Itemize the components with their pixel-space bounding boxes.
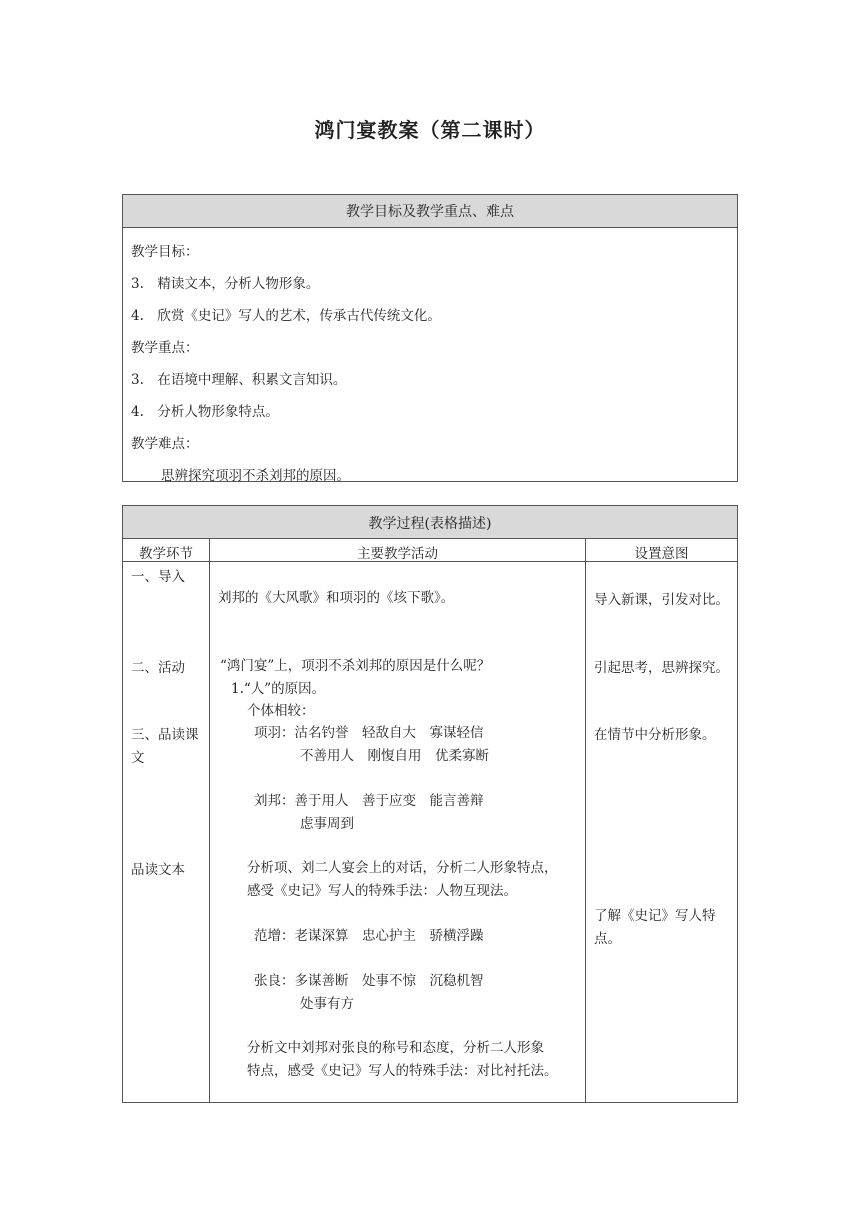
stage-label: 品读文本 [131, 862, 185, 878]
key-item: 3. 在语境中理解、积累文言知识。 [131, 372, 347, 388]
activity-text: 个体相较： [247, 703, 315, 719]
objectives-table [122, 194, 738, 482]
activity-text: 项羽：沽名钓誉 轻敌自大 寡谋轻信 [254, 725, 484, 741]
activity-text: 刘邦的《大风歌》和项羽的《垓下歌》。 [218, 590, 455, 606]
activity-text: 特点，感受《史记》写人的特殊手法：对比衬托法。 [247, 1063, 558, 1079]
activity-text: 感受《史记》写人的特殊手法：人物互现法。 [247, 883, 517, 899]
activity-text: 处事有方 [300, 996, 354, 1012]
column-divider [209, 538, 210, 1102]
key-item: 4. 分析人物形象特点。 [131, 404, 279, 420]
activity-text: 刘邦：善于用人 善于应变 能言善辩 [254, 793, 484, 809]
objectives-header: 教学目标及教学重点、难点 [123, 195, 737, 228]
intent-text: 点。 [594, 931, 621, 947]
intent-text: 了解《史记》写人特 [594, 908, 716, 924]
stage-label: 二、活动 [131, 660, 185, 676]
activity-text: 分析项、刘二人宴会上的对话，分析二人形象特点， [247, 860, 558, 876]
goal-item: 3. 精读文本，分析人物形象。 [131, 276, 320, 292]
column-header-activity: 主要教学活动 [357, 546, 438, 562]
column-header-intent: 设置意图 [634, 546, 689, 562]
difficulty-text: 思辨探究项羽不杀刘邦的原因。 [161, 468, 350, 484]
intent-text: 在情节中分析形象。 [594, 727, 716, 743]
intent-text: 导入新课，引发对比。 [594, 592, 729, 608]
activity-text: “鸿门宴”上，项羽不杀刘邦的原因是什么呢？ [220, 658, 491, 674]
difficulty-label: 教学难点： [131, 436, 199, 452]
column-divider [585, 538, 586, 1102]
stage-label: 文 [131, 750, 145, 766]
goal-item: 4. 欣赏《史记》写人的艺术，传承古代传统文化。 [131, 308, 441, 324]
column-header-stage: 教学环节 [139, 546, 193, 562]
activity-text: 张良：多谋善断 处事不惊 沉稳机智 [254, 973, 484, 989]
stage-label: 三、品读课 [131, 727, 199, 743]
stage-label: 一、导入 [131, 569, 185, 585]
process-header: 教学过程(表格描述) [123, 506, 737, 539]
intent-text: 引起思考，思辨探究。 [594, 660, 729, 676]
page-title: 鸿门宴教案（第二课时） [314, 118, 546, 142]
process-table [122, 505, 738, 1103]
key-label: 教学重点： [131, 340, 199, 356]
activity-text: 分析文中刘邦对张良的称号和态度，分析二人形象 [247, 1040, 544, 1056]
activity-text: 虑事周到 [300, 816, 354, 832]
activity-text: 1.“人”的原因。 [231, 681, 326, 697]
activity-text: 范增：老谋深算 忠心护主 骄横浮躁 [254, 928, 484, 944]
activity-text: 不善用人 刚愎自用 优柔寡断 [300, 748, 489, 764]
goal-label: 教学目标： [131, 244, 199, 260]
